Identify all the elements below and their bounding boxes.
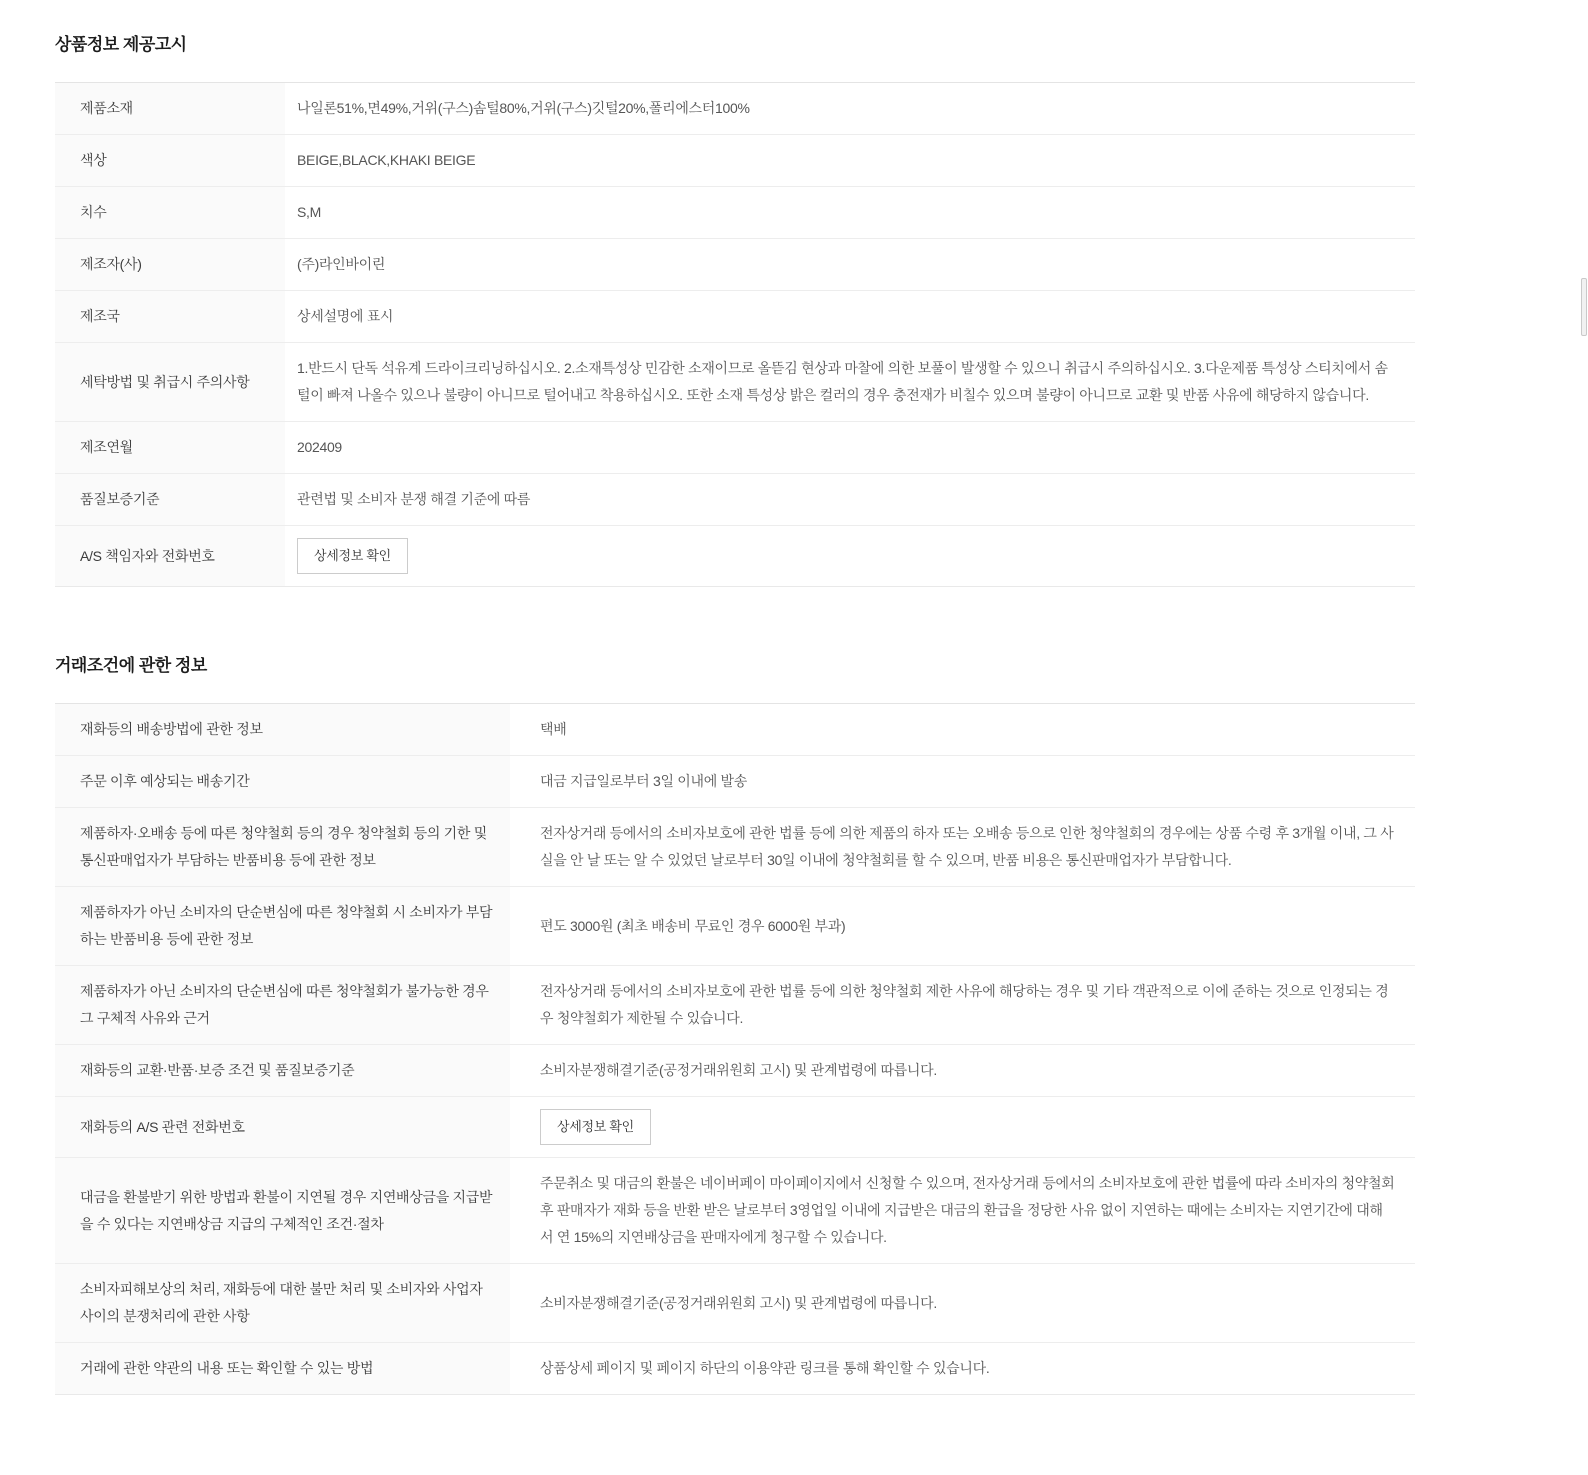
row-value: S,M	[297, 204, 321, 220]
row-label: 제조국	[55, 291, 285, 342]
trade-terms-section	[55, 651, 1415, 1395]
table-row	[55, 187, 1415, 239]
table-row	[55, 291, 1415, 343]
row-label: 제품소재	[55, 83, 285, 134]
row-value: 편도 3000원 (최초 배송비 무료인 경우 6000원 부과)	[540, 917, 846, 934]
row-value: 택배	[540, 721, 567, 737]
row-value: 1.반드시 단독 석유계 드라이크리닝하십시오. 2.소재특성상 민감한 소재이므로 올뜯김 현상과 마찰에 의한 보풀이 발생할 수 있으니 취급시 주의하십시오. 3.다운제품 특성상 스티치에서 솜털이 빠져 나올수 있으나 불량이 아니므로 털어내고 착용하십시오. 또한 소재 특성상 밝은 컬러의 경우 충전재가 비칠수 있으며 불량이 아니므로 교환 및 반품 사유에 해당하지 않습니다.	[297, 360, 1388, 403]
table-row	[55, 83, 1415, 135]
section-title-trade-terms: 거래조건에 관한 정보	[55, 656, 207, 675]
row-value: 대금 지급일로부터 3일 이내에 발송	[540, 773, 747, 789]
row-value	[510, 1097, 1415, 1157]
row-value: 소비자분쟁해결기준(공정거래위원회 고시) 및 관계법령에 따릅니다.	[540, 1062, 937, 1078]
table-row	[55, 887, 1415, 966]
table-row	[55, 422, 1415, 474]
row-label: 제품하자가 아닌 소비자의 단순변심에 따른 청약철회 시 소비자가 부담하는 반품비용 등에 관한 정보	[55, 887, 510, 965]
row-value: 상품상세 페이지 및 페이지 하단의 이용약관 링크를 통해 확인할 수 있습니다.	[540, 1360, 990, 1376]
row-label: 재화등의 배송방법에 관한 정보	[55, 704, 510, 755]
row-value: 주문취소 및 대금의 환불은 네이버페이 마이페이지에서 신청할 수 있으며, 전자상거래 등에서의 소비자보호에 관한 법률에 따라 소비자의 청약철회 후 판매자가 재화 등을 반환 받은 날로부터 3영업일 이내에 지급받은 대금의 환급을 정당한 사유 없이 지연하는 때에는 소비자는 지연기간에 대해서 연 15%의 지연배상금을 판매자에게 청구할 수 있습니다.	[540, 1175, 1395, 1245]
row-label: 재화등의 A/S 관련 전화번호	[55, 1097, 510, 1157]
table-row	[55, 526, 1415, 586]
row-label: 거래에 관한 약관의 내용 또는 확인할 수 있는 방법	[55, 1343, 510, 1394]
row-value: 상세설명에 표시	[297, 308, 394, 324]
table-row	[55, 808, 1415, 887]
product-info-table	[55, 82, 1415, 587]
trade-terms-table	[55, 703, 1415, 1395]
row-label: 제품하자가 아닌 소비자의 단순변심에 따른 청약철회가 불가능한 경우 그 구체적 사유와 근거	[55, 966, 510, 1044]
detail-info-button[interactable]: 상세정보 확인	[297, 538, 408, 574]
row-label: 세탁방법 및 취급시 주의사항	[55, 343, 285, 421]
row-label: 주문 이후 예상되는 배송기간	[55, 756, 510, 807]
table-row	[55, 1158, 1415, 1264]
row-value: 전자상거래 등에서의 소비자보호에 관한 법률 등에 의한 청약철회 제한 사유에 해당하는 경우 및 기타 객관적으로 이에 준하는 것으로 인정되는 경우 청약철회가 제한될 수 있습니다.	[540, 983, 1389, 1026]
row-value: 나일론51%,면49%,거위(구스)솜털80%,거위(구스)깃털20%,폴리에스터100%	[297, 100, 750, 116]
row-label: 제조연월	[55, 422, 285, 473]
row-label: A/S 책임자와 전화번호	[55, 526, 285, 586]
table-row	[55, 239, 1415, 291]
scrollbar-thumb[interactable]	[1581, 278, 1587, 336]
row-label: 재화등의 교환·반품·보증 조건 및 품질보증기준	[55, 1045, 510, 1096]
row-value: (주)라인바이린	[297, 256, 386, 272]
table-row	[55, 1097, 1415, 1158]
product-info-section	[55, 30, 1415, 587]
row-value: 전자상거래 등에서의 소비자보호에 관한 법률 등에 의한 제품의 하자 또는 오배송 등으로 인한 청약철회의 경우에는 상품 수령 후 3개월 이내, 그 사실을 안 날 또는 알 수 있었던 날로부터 30일 이내에 청약철회를 할 수 있으며, 반품 비용은 통신판매업자가 부담합니다.	[540, 825, 1394, 868]
row-label: 색상	[55, 135, 285, 186]
table-row	[55, 135, 1415, 187]
row-label: 제품하자·오배송 등에 따른 청약철회 등의 경우 청약철회 등의 기한 및 통신판매업자가 부담하는 반품비용 등에 관한 정보	[55, 808, 510, 886]
row-value: 202409	[297, 439, 342, 455]
table-row	[55, 474, 1415, 526]
section-title-product-info: 상품정보 제공고시	[55, 35, 187, 54]
detail-info-button[interactable]: 상세정보 확인	[540, 1109, 651, 1145]
table-row	[55, 756, 1415, 808]
row-label: 대금을 환불받기 위한 방법과 환불이 지연될 경우 지연배상금을 지급받을 수 있다는 지연배상금 지급의 구체적인 조건·절차	[55, 1158, 510, 1263]
table-row	[55, 1343, 1415, 1394]
table-row	[55, 1264, 1415, 1343]
row-value: BEIGE,BLACK,KHAKI BEIGE	[297, 152, 476, 168]
table-row	[55, 966, 1415, 1045]
row-label: 품질보증기준	[55, 474, 285, 525]
table-row	[55, 343, 1415, 422]
row-value: 관련법 및 소비자 분쟁 해결 기준에 따름	[297, 491, 531, 507]
row-value	[285, 526, 1415, 586]
row-label: 제조자(사)	[55, 239, 285, 290]
row-label: 소비자피해보상의 처리, 재화등에 대한 불만 처리 및 소비자와 사업자 사이의 분쟁처리에 관한 사항	[55, 1264, 510, 1342]
row-label: 치수	[55, 187, 285, 238]
table-row	[55, 704, 1415, 756]
table-row	[55, 1045, 1415, 1097]
row-value: 소비자분쟁해결기준(공정거래위원회 고시) 및 관계법령에 따릅니다.	[540, 1294, 937, 1311]
